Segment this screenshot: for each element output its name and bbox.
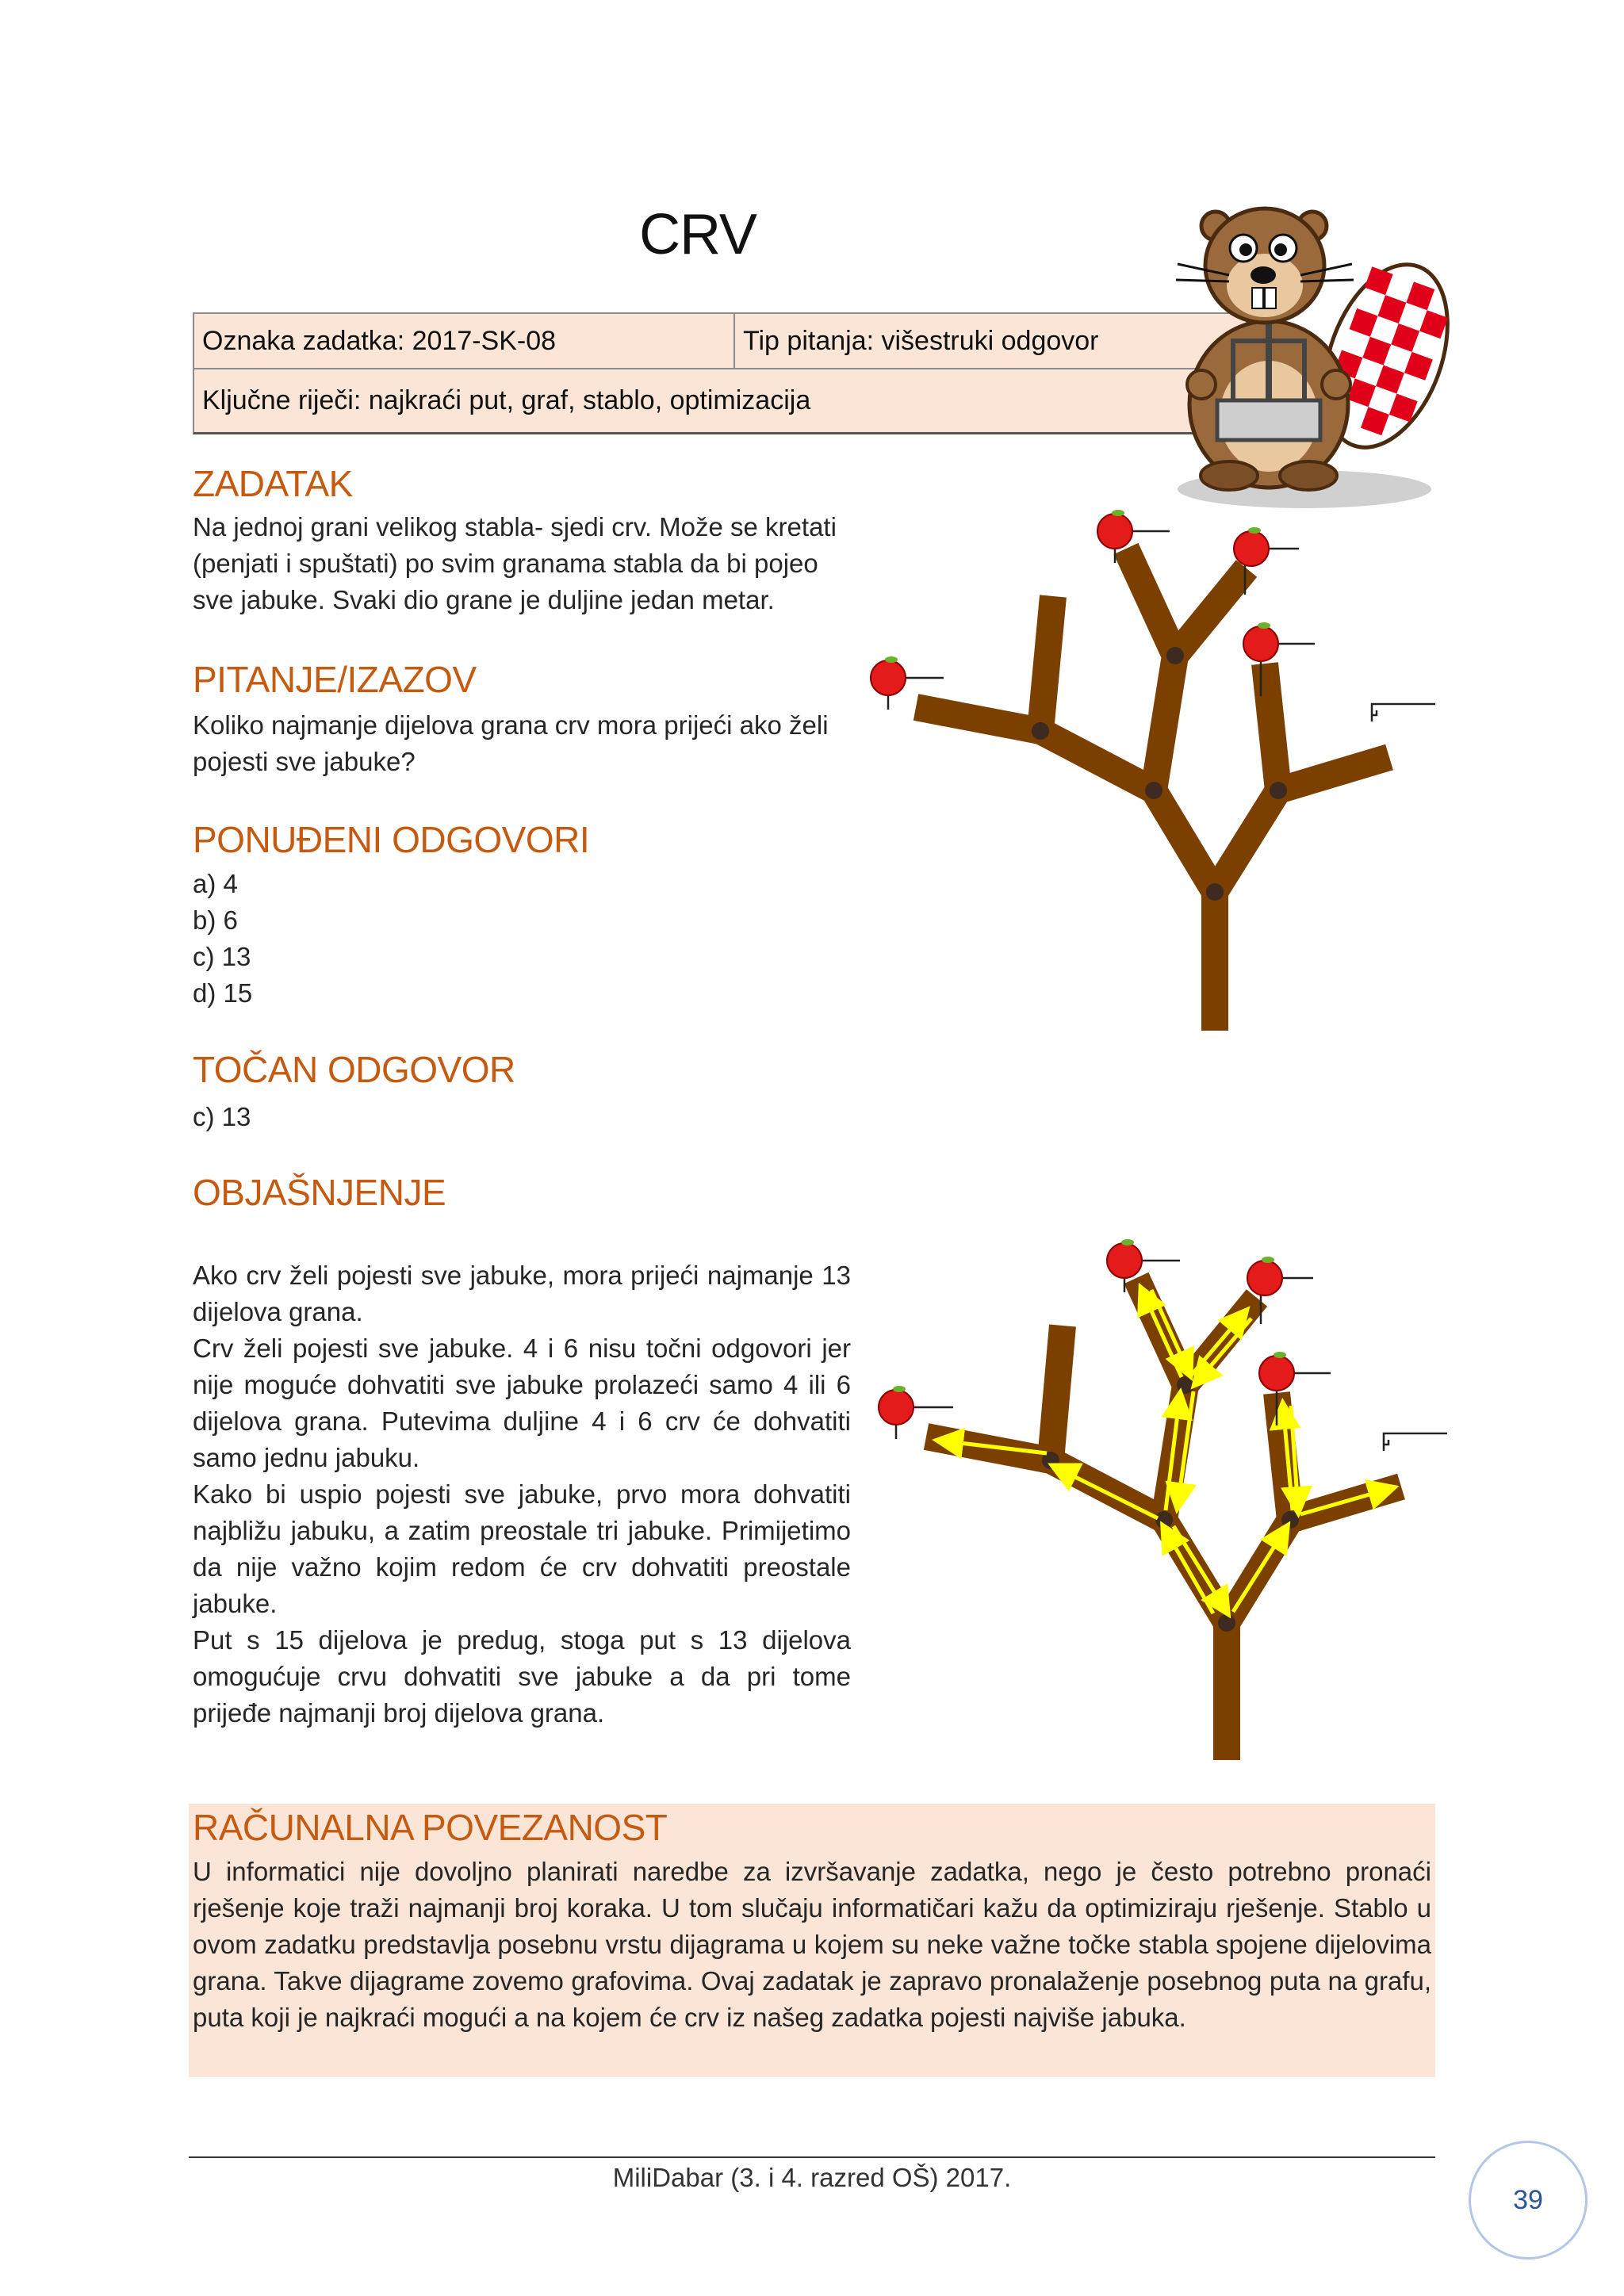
answers-list bbox=[193, 866, 252, 1012]
computing-heading: RAČUNALNA POVEZANOST bbox=[193, 1807, 668, 1848]
explanation-paragraph: Ako crv želi pojesti sve jabuke, mora prijeći najmanje 13 dijelova grana. bbox=[193, 1261, 851, 1326]
correct-answer-heading: TOČAN ODGOVOR bbox=[193, 1049, 515, 1090]
correct-answer: c) 13 bbox=[193, 1102, 251, 1131]
question-line: Koliko najmanje dijelova grana crv mora prijeći ako želi bbox=[193, 710, 829, 740]
task-line: Na jednoj grani velikog stabla- sjedi crv. Može se kretati bbox=[193, 512, 837, 541]
explanation-paragraph: Kako bi uspio pojesti sve jabuke, prvo mora dohvatiti najbližu jabuku, a zatim preostale tri jabuke. Primijetimo da nije važno kojim redom će crv dohvatiti preostale jabuke. bbox=[193, 1479, 851, 1618]
task-info-table bbox=[193, 312, 1247, 434]
explanation-text bbox=[193, 1257, 851, 1732]
question-heading: PITANJE/IZAZOV bbox=[193, 659, 477, 700]
task-info-row bbox=[193, 312, 1247, 369]
answer-option: c) 13 bbox=[193, 942, 251, 971]
explanation-paragraph: Crv želi pojesti sve jabuke. 4 i 6 nisu točni odgovori jer nije moguće dohvatiti sve jabuke prolazeći samo 4 ili 6 dijelova grana. Putevima duljine 4 i 6 crv će dohvatiti samo jednu jabuku. bbox=[193, 1334, 851, 1472]
answer-option: d) 15 bbox=[193, 978, 253, 1008]
explanation-heading: OBJAŠNJENJE bbox=[193, 1172, 446, 1213]
question-type: Tip pitanja: višestruki odgovor bbox=[743, 325, 1099, 356]
task-code: Oznaka zadatka: 2017-SK-08 bbox=[194, 314, 735, 368]
keywords-row bbox=[193, 369, 1247, 434]
footer-divider bbox=[189, 2156, 1435, 2158]
task-heading: ZADATAK bbox=[193, 463, 353, 504]
computing-text: U informatici nije dovoljno planirati naredbe za izvršavanje zadatka, nego je često potrebno pronaći rješenje koje traži najmanji broj koraka. U tom slučaju informatičari kažu da optimiziraju rješenje. Stablo u ovom zadatku predstavlja posebnu vrstu dijagrama u kojem su neke važne točke stabla spojene dijelovima grana. Takve dijagrame zovemo grafovima. Ovaj zadatak je zapravo pronalaženje posebnog puta na grafu, puta koji je najkraći mogući a na kojem će crv iz našeg zadatka pojesti najviše jabuka. bbox=[193, 1857, 1431, 2032]
question-text bbox=[193, 707, 829, 780]
page-title: CRV bbox=[639, 203, 756, 266]
answer-option: b) 6 bbox=[193, 905, 238, 935]
beaver-mascot-icon bbox=[1154, 202, 1455, 511]
task-line: sve jabuke. Svaki dio grane je duljine jedan metar. bbox=[193, 585, 775, 614]
explanation-paragraph: Put s 15 dijelova je predug, stoga put s 13 dijelova omogućuje crvu dohvatiti sve jabuke a da pri tome prijeđe najmanji broj dijelova grana. bbox=[193, 1625, 851, 1728]
tree-solution-diagram bbox=[872, 1233, 1459, 1772]
page-number: 39 bbox=[1469, 2141, 1588, 2260]
question-line: pojesti sve jabuke? bbox=[193, 747, 416, 776]
footer-text: MiliDabar (3. i 4. razred OŠ) 2017. bbox=[612, 2163, 1012, 2192]
keywords: Ključne riječi: najkraći put, graf, stablo, optimizacija bbox=[202, 385, 811, 415]
tree-diagram bbox=[864, 499, 1451, 1039]
task-line: (penjati i spuštati) po svim granama stabla da bi pojeo bbox=[193, 549, 818, 578]
answers-heading: PONUĐENI ODGOVORI bbox=[193, 819, 590, 860]
answer-option: a) 4 bbox=[193, 869, 238, 898]
task-text bbox=[193, 509, 837, 618]
